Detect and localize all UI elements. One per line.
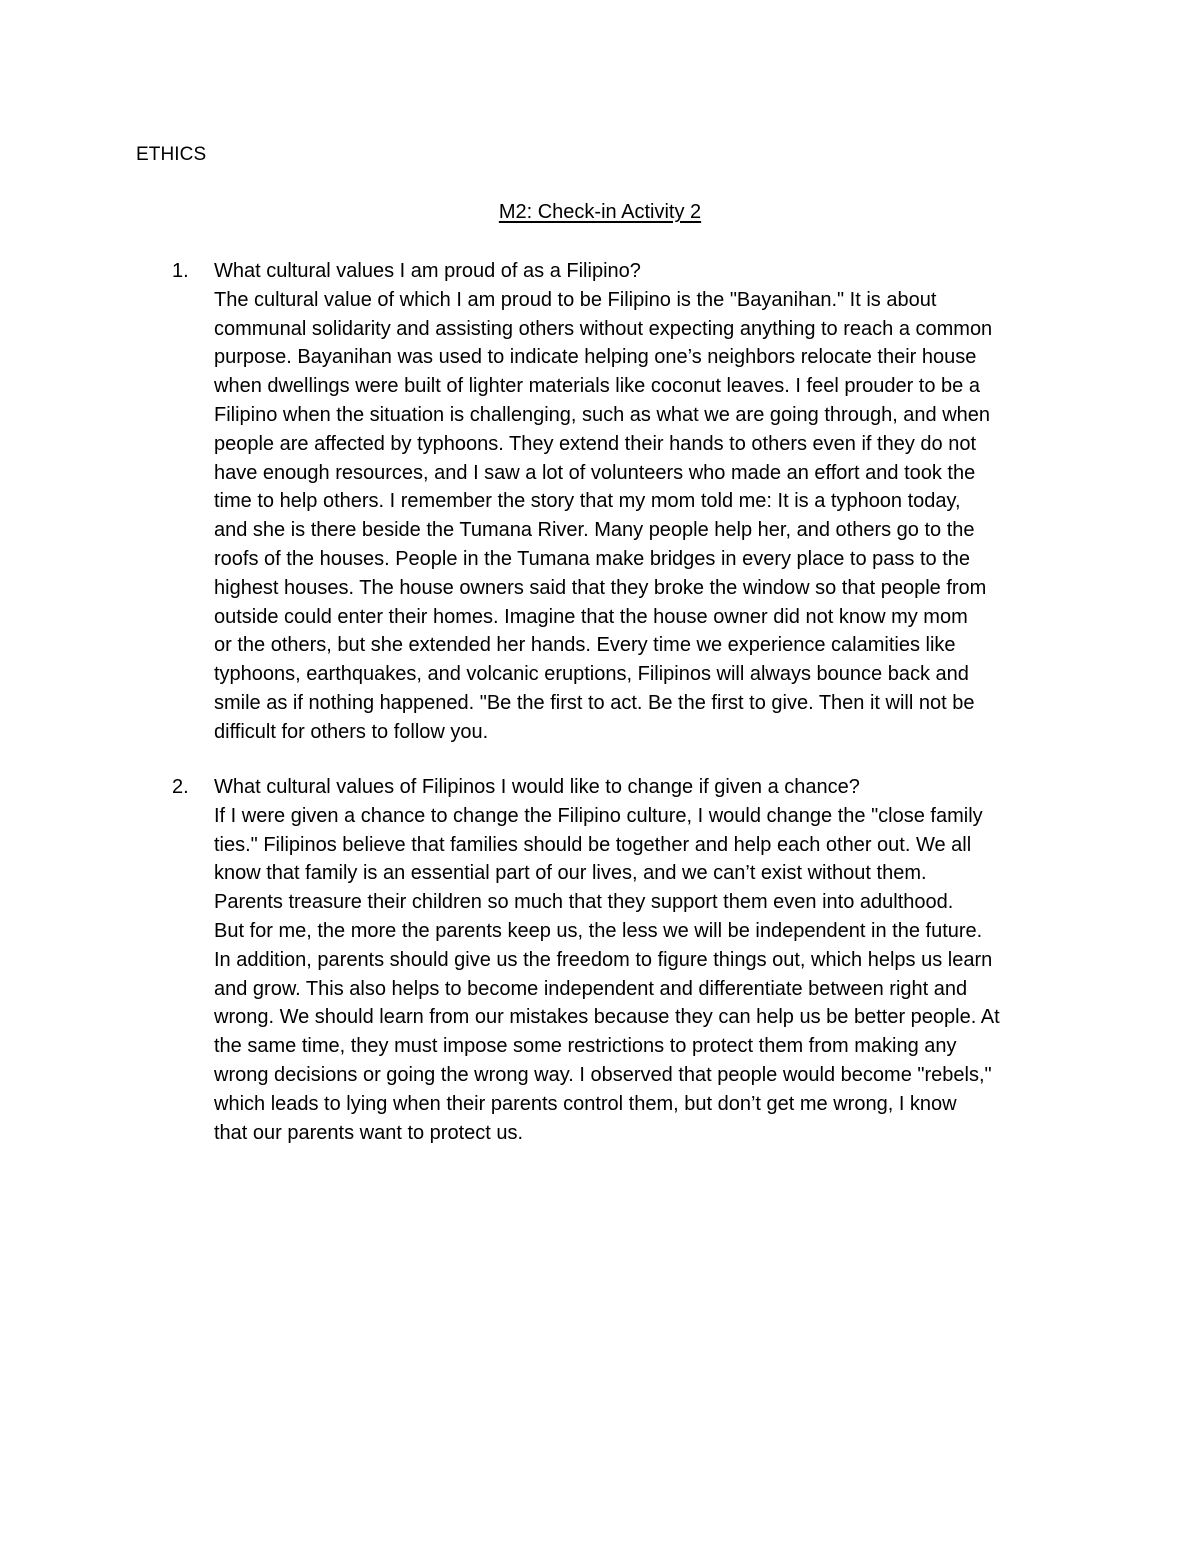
answer-line: people are affected by typhoons. They extend their hands to others even if they do not xyxy=(214,432,977,455)
answer-line: purpose. Bayanihan was used to indicate helping one’s neighbors relocate their house xyxy=(214,346,977,369)
answer-line: and grow. This also helps to become independent and differentiate between right and xyxy=(214,977,968,1000)
course-label: ETHICS xyxy=(136,144,207,165)
answer-line: The cultural value of which I am proud to be Filipino is the "Bayanihan." It is about xyxy=(214,288,937,311)
question-text: What cultural values of Filipinos I would like to change if given a chance? xyxy=(214,776,860,798)
answer-line: roofs of the houses. People in the Tumana make bridges in every place to pass to the xyxy=(214,547,971,570)
answer-line: communal solidarity and assisting others without expecting anything to reach a common xyxy=(214,317,993,340)
question-block-1 xyxy=(172,257,1072,747)
answer-line: wrong decisions or going the wrong way. I observed that people would become "rebels," xyxy=(214,1063,992,1086)
question-block-2 xyxy=(172,773,1072,1147)
answer-line: difficult for others to follow you. xyxy=(214,720,489,743)
answer-line: know that family is an essential part of our lives, and we can’t exist without them. xyxy=(214,862,927,885)
answer-line: Parents treasure their children so much that they support them even into adulthood. xyxy=(214,891,954,914)
answer-line: smile as if nothing happened. "Be the first to act. Be the first to give. Then it will not be xyxy=(214,691,975,714)
answer-line: typhoons, earthquakes, and volcanic eruptions, Filipinos will always bounce back and xyxy=(214,663,969,686)
answer-line: that our parents want to protect us. xyxy=(214,1121,524,1144)
answer-line: Filipino when the situation is challenging, such as what we are going through, and when xyxy=(214,403,991,426)
question-number: 2. xyxy=(172,776,189,798)
answer-line: time to help others. I remember the story that my mom told me: It is a typhoon today, xyxy=(214,490,961,513)
answer-line: But for me, the more the parents keep us, the less we will be independent in the future. xyxy=(214,919,983,942)
question-heading xyxy=(172,773,1072,802)
answer-line: the same time, they must impose some restrictions to protect them from making any xyxy=(214,1035,957,1058)
answer-line: and she is there beside the Tumana River. Many people help her, and others go to the xyxy=(214,519,975,542)
answer-line: highest houses. The house owners said that they broke the window so that people from xyxy=(214,576,987,599)
answer-paragraph xyxy=(214,802,1072,1148)
answer-line: ties." Filipinos believe that families should be together and help each other out. We all xyxy=(214,833,972,856)
answer-line: have enough resources, and I saw a lot of volunteers who made an effort and took the xyxy=(214,461,976,484)
answer-line: when dwellings were built of lighter materials like coconut leaves. I feel prouder to be a xyxy=(214,375,980,398)
answer-line: wrong. We should learn from our mistakes because they can help us be better people. At xyxy=(214,1006,1000,1029)
answer-line: which leads to lying when their parents control them, but don’t get me wrong, I know xyxy=(214,1092,957,1115)
question-heading xyxy=(172,257,1072,286)
answer-line: In addition, parents should give us the freedom to figure things out, which helps us learn xyxy=(214,948,993,971)
question-text: What cultural values I am proud of as a Filipino? xyxy=(214,260,641,282)
question-number: 1. xyxy=(172,260,189,282)
answer-line: or the others, but she extended her hands. Every time we experience calamities like xyxy=(214,634,956,657)
page-title: M2: Check-in Activity 2 xyxy=(498,201,702,223)
answer-paragraph xyxy=(214,286,1072,747)
answer-line: outside could enter their homes. Imagine that the house owner did not know my mom xyxy=(214,605,968,628)
answer-line: If I were given a chance to change the Filipino culture, I would change the "close family xyxy=(214,804,983,827)
